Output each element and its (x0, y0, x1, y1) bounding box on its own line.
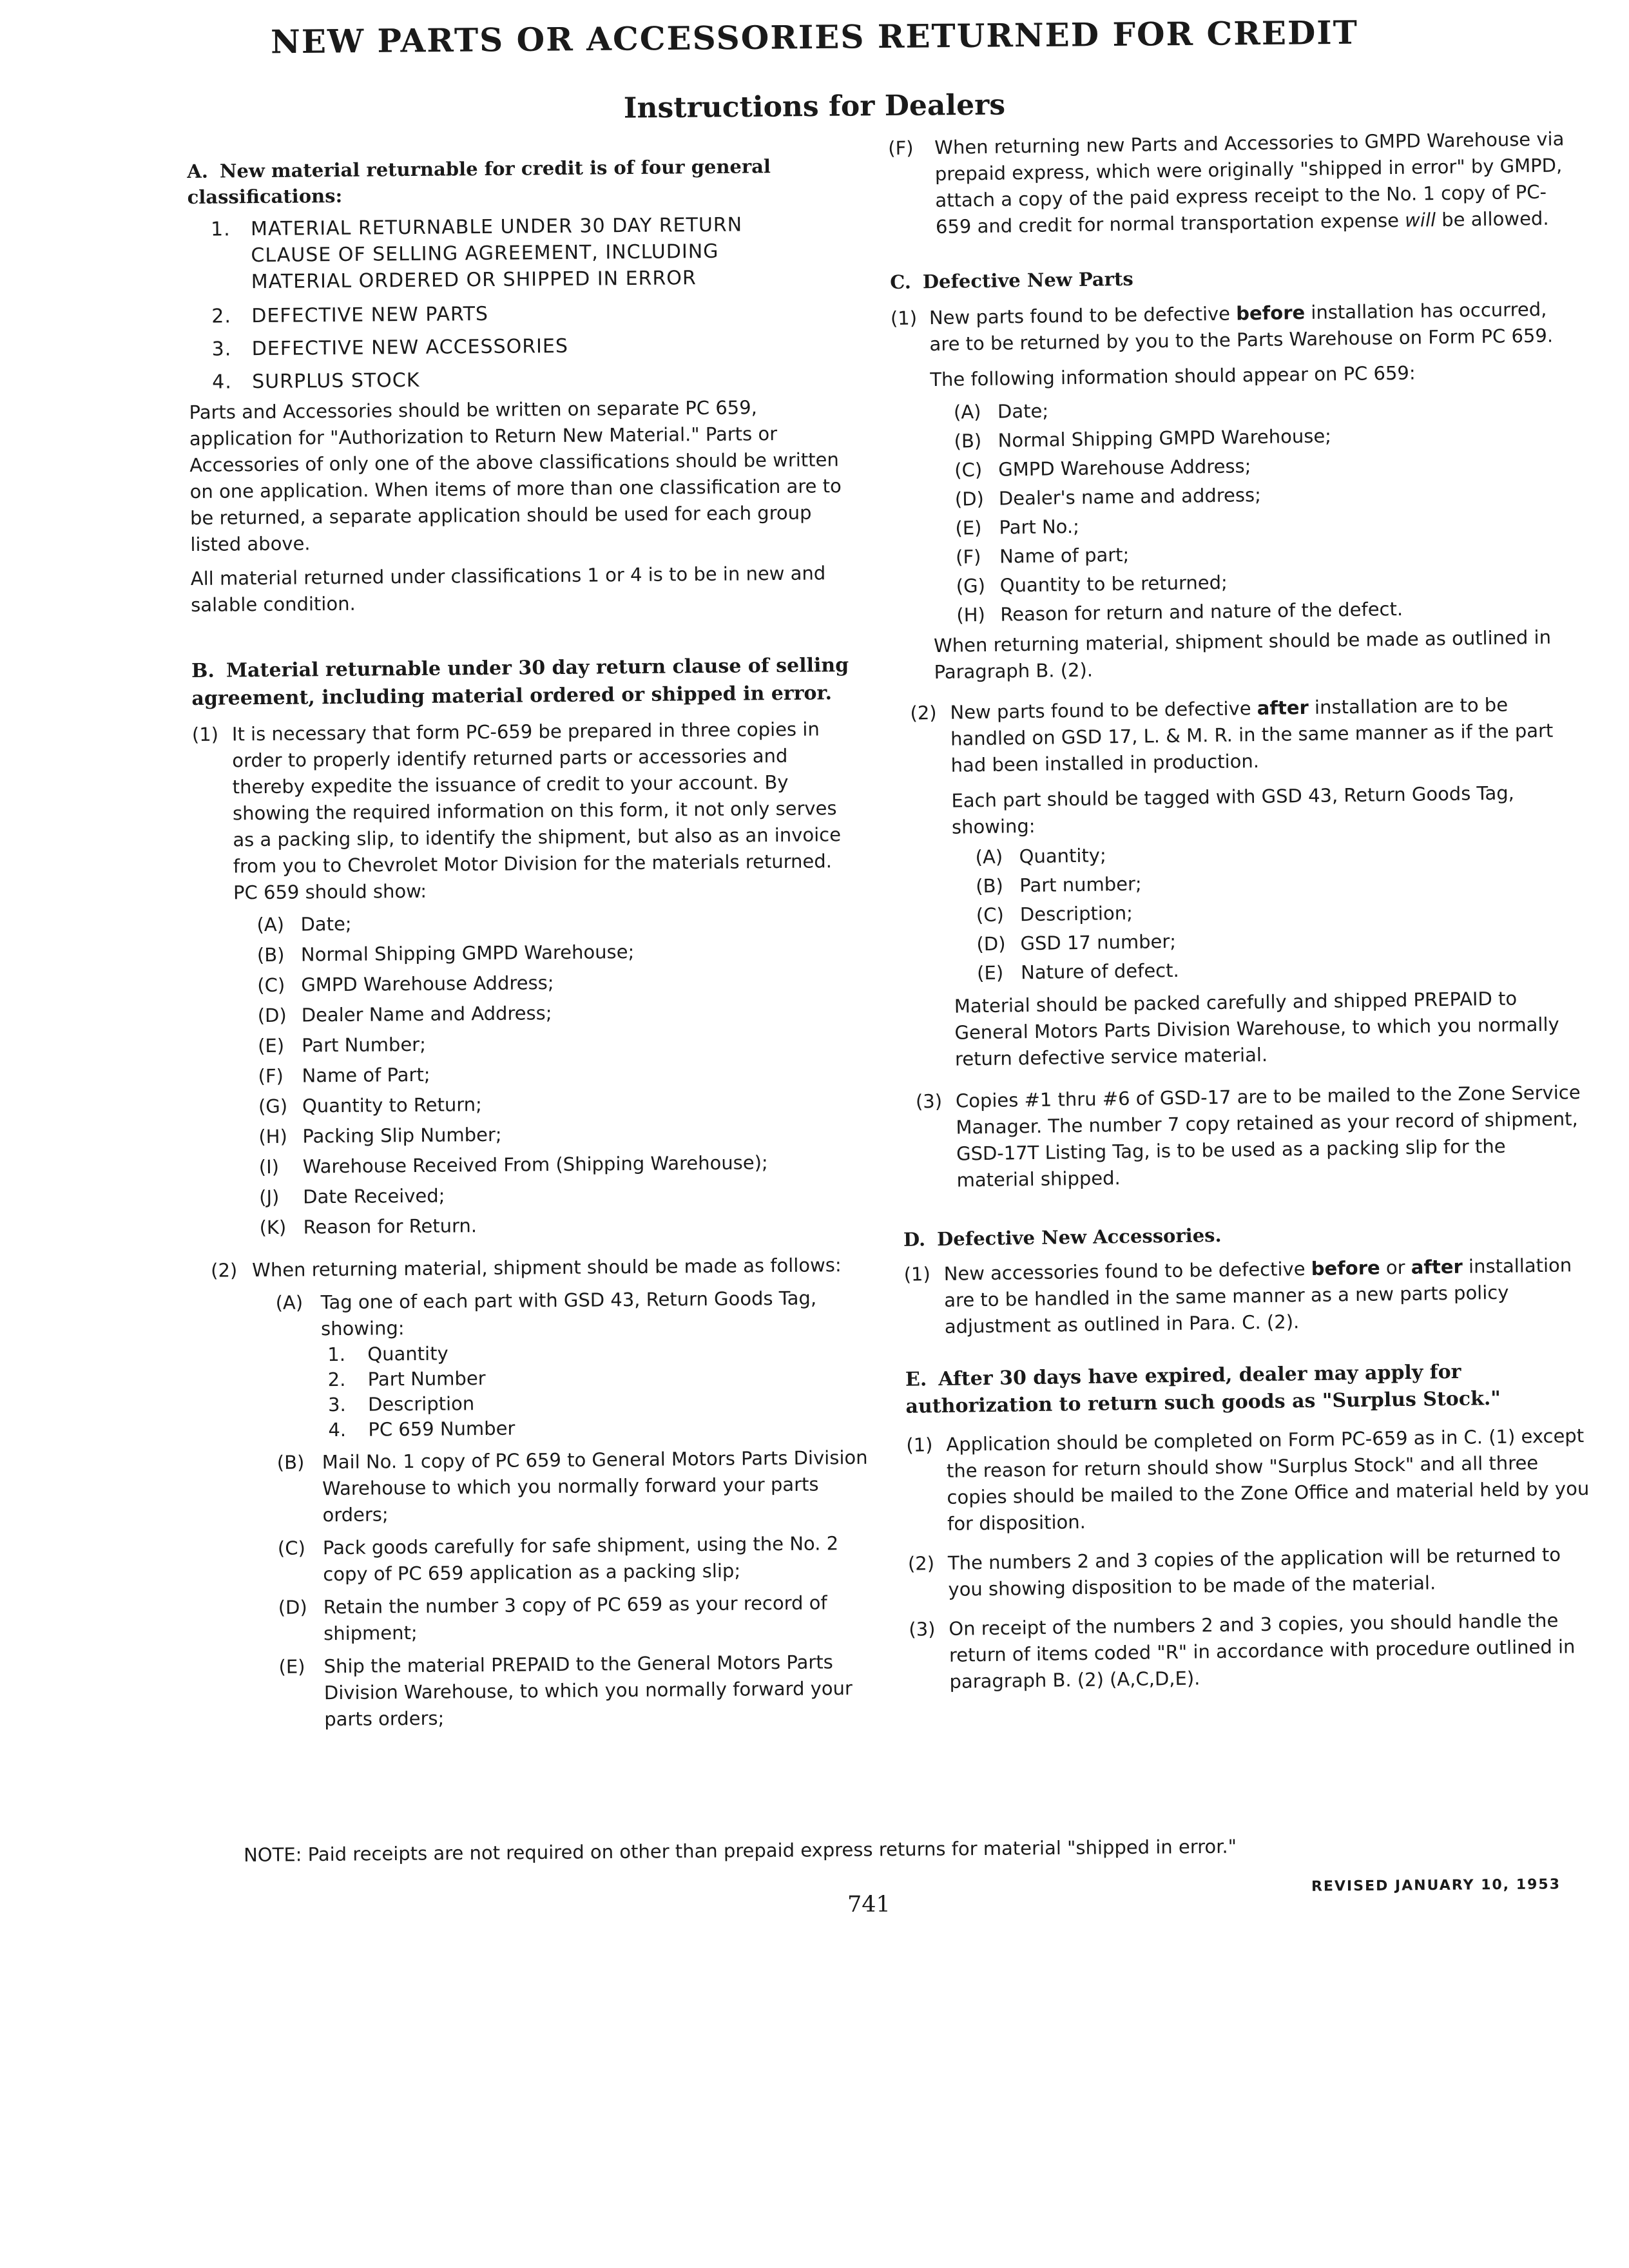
section-b-steps (275, 1285, 871, 1733)
section-b-item-1: (1) It is necessary that form PC-659 be prepared in three copies in order to properly identify returned parts or accessories and thereby expedite the issuance of credit to your account. By showing the required information on this form, it not only serves as a packing slip, to identify the shipment, but also as an invoice from you to Chevrolet Motor Division for the materials returned. PC 659 should show: (A) Date; (B) Normal Shipping GMPD Warehouse; (C) GMPD Warehouse Address; (D) Dealer Name and Address; (E) Part Number; (F) Name of Part; (G) Quantity to Return; (H) Packing Slip Number; (I) Warehouse Received From (Shipping Warehouse); (J) Date Received; (K) Reason for Return. (192, 716, 867, 1244)
list-item: (G) Quantity to Return; (258, 1093, 482, 1118)
section-a-letter: A. (187, 160, 209, 182)
list-item: (D) Retain the number 3 copy of PC 659 as your record of shipment; (278, 1591, 827, 1645)
section-b-heading (191, 651, 862, 713)
list-item: 4. SURPLUS STOCK (212, 369, 420, 394)
section-e-letter: E. (905, 1368, 927, 1391)
list-item: (A) Date; (953, 399, 1049, 423)
section-e-heading (905, 1357, 1589, 1421)
list-item: (C) Pack goods carefully for safe shipment, using the No. 2 copy of PC 659 application as a packing slip; (277, 1532, 839, 1586)
section-d-heading (903, 1217, 1586, 1253)
list-item: 2. Part Number (327, 1367, 486, 1391)
section-b-item-1-text: It is necessary that form PC-659 be prepared in three copies in order to properly identify returned parts or accessories and thereby expedite the issuance of credit to your account. By showing the required information on this form, it not only serves as a packing slip, to identify the shipment, but also as an invoice from you to Chevrolet Motor Division for the materials returned. (231, 718, 842, 878)
list-item: (A) Date; (256, 912, 352, 936)
list-item: (K) Reason for Return. (259, 1215, 477, 1239)
section-e-heading-text: After 30 days have expired, dealer may apply for authorization to return such goods as "Surplus Stock." (905, 1360, 1501, 1418)
left-column (187, 142, 871, 1734)
list-item: (H) Reason for return and nature of the defect. (956, 597, 1403, 626)
list-item: (E) Ship the material PREPAID to the General Motors Parts Division Warehouse, to which you normally forward your parts orders; (278, 1651, 853, 1731)
list-item: 3. Description (327, 1392, 475, 1416)
list-item: (E) Part No.; (955, 515, 1080, 539)
section-c-info-list (954, 389, 1578, 629)
section-b-item-2: (2) When returning material, shipment should be made as follows: (A) Tag one of each part with GSD 43, Return Goods Tag, showing: 1. Quantity 2. Part Number 3. Description 4. PC 659 Number (B) Mail No. 1 copy of PC 659 to General Motors Parts Division Warehouse to which you normally forward your parts orders; (C) Pack goods carefully for safe shipment, using the No. 2 copy of PC 659 application as a packing slip; (D) Retain the number 3 copy of PC 659 as your record of shipment; (E) Ship the material PREPAID to the General Motors Parts Division Warehouse, to which you normally forward your parts orders; (211, 1252, 871, 1734)
section-d-heading-text: Defective New Accessories. (936, 1224, 1222, 1251)
section-b-item-1-show: PC 659 should show: (233, 879, 427, 904)
section-d-letter: D. (903, 1228, 926, 1251)
right-column (888, 126, 1593, 1696)
section-a-list (211, 211, 859, 396)
section-c-item-2: (2) New parts found to be defective after installation are to be handled on GSD 17, L. & M. R. in the same manner as if the part had been installed in production. Each part should be tagged with GSD 43, Return Goods Tag, showing: (A) Quantity; (B) Part number; (C) Description; (D) GSD 17 number; (E) Nature of defect. Material should be packed carefully and shipped PREPAID to General Motors Parts Division Warehouse, to which you normally return defective service material. (910, 691, 1584, 1073)
list-item: 2. DEFECTIVE NEW PARTS (211, 302, 489, 328)
section-a-paragraph-2: All material returned under classifications 1 or 4 is to be in new and salable condition. (190, 562, 826, 616)
section-a (187, 153, 861, 619)
list-item: (G) Quantity to be returned; (956, 571, 1228, 597)
section-b (191, 651, 871, 1734)
page-subtitle: Instructions for Dealers (623, 88, 1006, 125)
section-e-item-2: (2) The numbers 2 and 3 copies of the application will be returned to you showing disposition to be made of the material. (907, 1543, 1561, 1600)
section-e (905, 1357, 1593, 1696)
section-e-item-3: (3) On receipt of the numbers 2 and 3 copies, you should handle the return of items coded "R" in accordance with procedure outlined in paragraph B. (2) (A,C,D,E). (909, 1609, 1576, 1693)
list-item: (E) Part Number; (258, 1033, 427, 1057)
section-d-item-1: (1) New accessories found to be defective before or after installation are to be handled in the same manner as a new parts policy adjustment as outlined in Para. C. (2). (903, 1254, 1572, 1338)
section-b-show-list (256, 905, 866, 1243)
list-item: (B) Part number; (976, 872, 1142, 898)
section-c (890, 260, 1586, 1195)
list-item: (C) Description; (976, 901, 1133, 927)
list-item: (I) Warehouse Received From (Shipping Warehouse); (258, 1151, 768, 1178)
list-item: (D) Dealer Name and Address; (257, 1002, 552, 1027)
section-b-letter: B. (191, 659, 215, 682)
section-d (903, 1217, 1588, 1341)
list-item: 4. PC 659 Number (328, 1417, 516, 1441)
list-item: (A) Tag one of each part with GSD 43, Return Goods Tag, showing: 1. Quantity 2. Part Number 3. Description 4. PC 659 Number (275, 1285, 868, 1443)
section-c-heading (890, 260, 1573, 295)
section-b-heading-text: Material returnable under 30 day return clause of selling agreement, including material ordered or shipped in error. (191, 654, 849, 710)
list-item: (D) GSD 17 number; (976, 930, 1177, 956)
section-c-item-3: (3) Copies #1 thru #6 of GSD-17 are to be mailed to the Zone Service Manager. The number 7 copy retained as your record of shipment, GSD-17T Listing Tag, is to be used as a packing slip for the material shipped. (915, 1081, 1581, 1191)
section-c-tag-list (975, 834, 1583, 988)
list-item: (J) Date Received; (259, 1184, 445, 1209)
tag-fields-list (327, 1338, 868, 1443)
list-item: 1. Quantity (327, 1342, 448, 1366)
section-a-heading-text: New material returnable for credit is of four general classifications: (187, 155, 771, 208)
list-item: (B) Normal Shipping GMPD Warehouse; (954, 425, 1332, 452)
list-item: (F) Name of part; (955, 543, 1130, 568)
section-b-item-f: (F) When returning new Parts and Accessories to GMPD Warehouse via prepaid express, which were originally "shipped in error" by GMPD, attach a copy of the paid express receipt to the No. 1 copy of PC-659 and credit for normal transportation expense will be allowed. (888, 128, 1565, 238)
section-a-heading (187, 153, 858, 210)
section-b-item-2-text: When returning material, shipment should be made as follows: (252, 1254, 842, 1282)
list-item: (E) Nature of defect. (976, 959, 1179, 985)
list-item: (H) Packing Slip Number; (258, 1123, 502, 1148)
revision-date: REVISED JANUARY 10, 1953 (1311, 1876, 1561, 1895)
page-number: 741 (847, 1892, 891, 1917)
list-item: (C) GMPD Warehouse Address; (954, 455, 1251, 481)
section-c-heading-text: Defective New Parts (922, 267, 1133, 293)
list-item: (B) Normal Shipping GMPD Warehouse; (256, 940, 635, 966)
list-item: (B) Mail No. 1 copy of PC 659 to General Motors Parts Division Warehouse to which you normally forward your parts orders; (276, 1446, 868, 1526)
list-item: (D) Dealer's name and address; (954, 483, 1262, 510)
page-title: NEW PARTS OR ACCESSORIES RETURNED FOR CREDIT (270, 13, 1359, 61)
list-item: 1. MATERIAL RETURNABLE UNDER 30 DAY RETURN CLAUSE OF SELLING AGREEMENT, INCLUDING MATERIAL ORDERED OR SHIPPED IN ERROR (210, 213, 743, 294)
list-item: (F) Name of Part; (258, 1063, 430, 1088)
list-item: (A) Quantity; (975, 844, 1106, 869)
section-c-item-1: (1) New parts found to be defective before installation has occurred, are to be returned by you to the Parts Warehouse on Form PC 659. The following information should appear on PC 659: (A) Date; (B) Normal Shipping GMPD Warehouse; (C) GMPD Warehouse Address; (D) Dealer's name and address; (E) Part No.; (F) Name of part; (G) Quantity to be returned; (H) Reason for return and nature of the defect. When returning material, shipment should be made as outlined in Paragraph B. (2). (891, 296, 1579, 686)
list-item: (C) GMPD Warehouse Address; (257, 972, 554, 997)
section-e-item-1: (1) Application should be completed on Form PC-659 as in C. (1) except the reason for return should show "Surplus Stock" and all three copies should be mailed to the Zone Office and material held by you for disposition. (906, 1425, 1590, 1535)
footer-note: NOTE: Paid receipts are not required on other than prepaid express returns for material "shipped in error." (244, 1835, 1237, 1866)
list-item: 3. DEFECTIVE NEW ACCESSORIES (211, 334, 569, 361)
section-c-letter: C. (889, 271, 912, 293)
section-a-paragraph-1: Parts and Accessories should be written on separate PC 659, application for "Authorization to Return New Material." Parts or Accessories of only one of the above classifications should be written on one application. When items of more than one classification are to be returned, a separate application should be used for each group listed above. (189, 396, 842, 555)
